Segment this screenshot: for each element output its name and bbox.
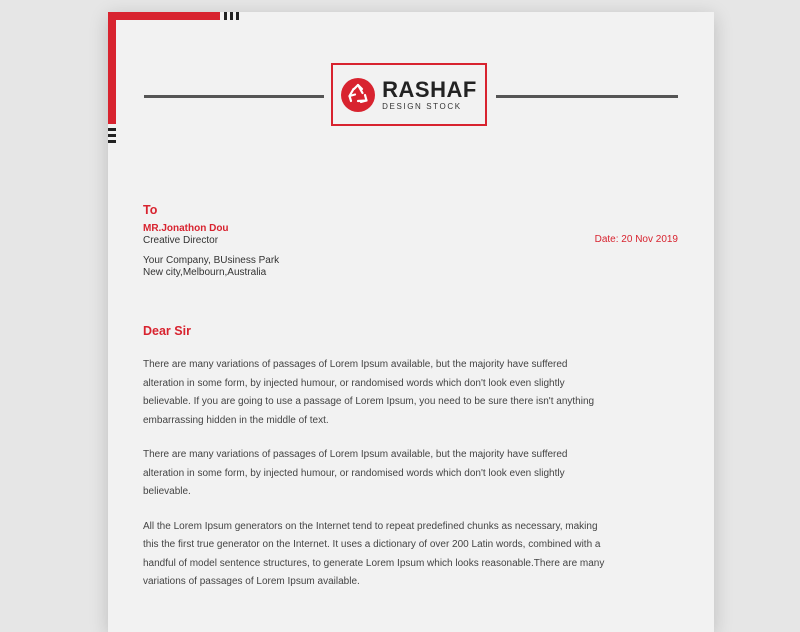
corner-accent-left (108, 12, 116, 124)
address-block (143, 255, 279, 279)
body-paragraph: All the Lorem Ipsum generators on the Internet tend to repeat predefined chunks as necessary, making this the first true generator on the Internet. It uses a dictionary of over 200 Latin words, combined with a handful of model sentence structures, to generate Lorem Ipsum which looks reasonable.There are many variations of passages of Lorem Ipsum available. (143, 520, 605, 587)
brand-name: RASHAF (382, 76, 477, 102)
header-rule-left (144, 95, 324, 98)
body-paragraph: There are many variations of passages of Lorem Ipsum available, but the majority have suffered alteration in some form, by injected humour, or randomised words which don't look even slightly believable. (143, 449, 568, 497)
letter-date: Date: 20 Nov 2019 (594, 234, 678, 245)
corner-stripes-left (108, 128, 116, 143)
header-rule-right (496, 95, 678, 98)
recipient-block (143, 223, 229, 247)
body-paragraph: There are many variations of passages of Lorem Ipsum available, but the majority have suffered alteration in some form, by injected humour, or randomised words which don't look even slightly believable. If you are going to use a passage of Lorem Ipsum, you need to be sure there isn't anything embarrassing hidden in the middle of text. (143, 359, 595, 426)
address-line-1: Your Company, BUsiness Park (143, 255, 280, 266)
address-line-2: New city,Melbourn,Australia (143, 267, 267, 278)
recipient-name: MR.Jonathon Dou (143, 223, 229, 234)
greeting: Dear Sir (143, 324, 191, 338)
letter-body (143, 356, 683, 608)
corner-stripes-top (224, 12, 239, 20)
to-label: To (143, 203, 158, 217)
letterhead-page (108, 12, 714, 632)
recipient-title: Creative Director (143, 235, 219, 246)
brand-tagline: DESIGN STOCK (382, 101, 462, 111)
recycle-icon (341, 78, 375, 112)
logo (331, 63, 487, 126)
corner-accent-top (108, 12, 220, 20)
